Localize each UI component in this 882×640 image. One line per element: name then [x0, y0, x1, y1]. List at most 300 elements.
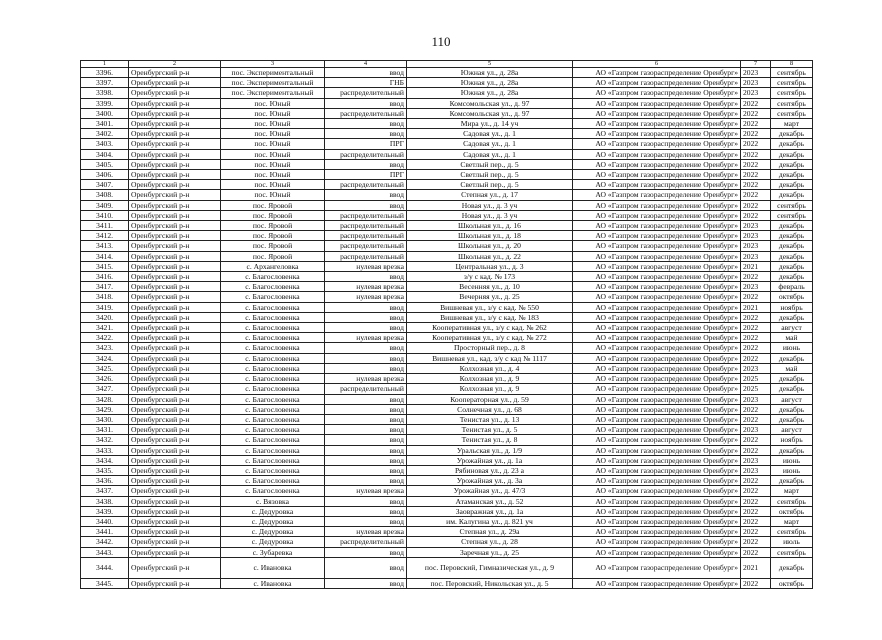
settlement-cell: пос. Экспериментальный — [221, 88, 325, 98]
pipeline-type-cell: ввод — [325, 496, 407, 506]
year-cell: 2022 — [741, 516, 771, 526]
table-row — [81, 527, 813, 537]
row-number: 3425. — [81, 363, 129, 373]
organization-cell: АО «Газпром газораспределение Оренбург» — [573, 578, 741, 588]
table-row — [81, 343, 813, 353]
month-cell: октябрь — [771, 506, 813, 516]
district-cell: Оренбургский р-н — [129, 527, 221, 537]
month-cell: декабрь — [771, 353, 813, 363]
row-number: 3414. — [81, 251, 129, 261]
settlement-cell: пос. Юный — [221, 170, 325, 180]
organization-cell: АО «Газпром газораспределение Оренбург» — [573, 159, 741, 169]
pipeline-type-cell: распределительный — [325, 108, 407, 118]
settlement-cell: с. Благословенка — [221, 302, 325, 312]
row-number: 3442. — [81, 537, 129, 547]
pipeline-type-cell: ввод — [325, 98, 407, 108]
settlement-cell: с. Вязовка — [221, 496, 325, 506]
year-cell: 2022 — [741, 547, 771, 557]
district-cell: Оренбургский р-н — [129, 465, 221, 475]
settlement-cell: пос. Яровой — [221, 210, 325, 220]
year-cell: 2023 — [741, 221, 771, 231]
year-cell: 2022 — [741, 210, 771, 220]
pipeline-type-cell: ГНБ — [325, 78, 407, 88]
row-number: 3401. — [81, 119, 129, 129]
settlement-cell: с. Зубаревка — [221, 547, 325, 557]
pipeline-type-cell: нулевая врезка — [325, 261, 407, 271]
registry-table — [80, 60, 813, 589]
district-cell: Оренбургский р-н — [129, 251, 221, 261]
settlement-cell: с. Дедуровка — [221, 506, 325, 516]
pipeline-type-cell: ввод — [325, 353, 407, 363]
district-cell: Оренбургский р-н — [129, 496, 221, 506]
address-cell: Заовражная ул., д. 1а — [407, 506, 573, 516]
district-cell: Оренбургский р-н — [129, 312, 221, 322]
organization-cell: АО «Газпром газораспределение Оренбург» — [573, 190, 741, 200]
page-number: 110 — [431, 34, 451, 49]
year-cell: 2023 — [741, 465, 771, 475]
organization-cell: АО «Газпром газораспределение Оренбург» — [573, 506, 741, 516]
address-cell: Центральная ул., д. 3 — [407, 261, 573, 271]
organization-cell: АО «Газпром газораспределение Оренбург» — [573, 333, 741, 343]
pipeline-type-cell: нулевая врезка — [325, 292, 407, 302]
year-cell: 2023 — [741, 251, 771, 261]
month-cell: декабрь — [771, 272, 813, 282]
address-cell: Колхозная ул., д. 9 — [407, 384, 573, 394]
pipeline-type-cell: ввод — [325, 465, 407, 475]
address-cell: Колхозная ул., д. 9 — [407, 374, 573, 384]
organization-cell: АО «Газпром газораспределение Оренбург» — [573, 414, 741, 424]
address-cell: Заречная ул., д. 25 — [407, 547, 573, 557]
pipeline-type-cell: ввод — [325, 547, 407, 557]
month-cell: сентябрь — [771, 496, 813, 506]
row-number: 3408. — [81, 190, 129, 200]
address-cell: Светлый пер., д. 5 — [407, 180, 573, 190]
row-number: 3439. — [81, 506, 129, 516]
row-number: 3419. — [81, 302, 129, 312]
pipeline-type-cell: ввод — [325, 312, 407, 322]
row-number: 3441. — [81, 527, 129, 537]
year-cell: 2023 — [741, 241, 771, 251]
address-cell: Южная ул., д. 28а — [407, 88, 573, 98]
row-number: 3438. — [81, 496, 129, 506]
organization-cell: АО «Газпром газораспределение Оренбург» — [573, 68, 741, 78]
district-cell: Оренбургский р-н — [129, 333, 221, 343]
row-number: 3429. — [81, 404, 129, 414]
table-row — [81, 241, 813, 251]
row-number: 3433. — [81, 445, 129, 455]
table-row — [81, 139, 813, 149]
settlement-cell: пос. Юный — [221, 149, 325, 159]
organization-cell: АО «Газпром газораспределение Оренбург» — [573, 78, 741, 88]
pipeline-type-cell: ввод — [325, 425, 407, 435]
settlement-cell: пос. Юный — [221, 129, 325, 139]
pipeline-type-cell: ввод — [325, 190, 407, 200]
pipeline-type-cell: ввод — [325, 455, 407, 465]
month-cell: июль — [771, 537, 813, 547]
settlement-cell: с. Благословенка — [221, 476, 325, 486]
table-row — [81, 363, 813, 373]
year-cell: 2022 — [741, 98, 771, 108]
district-cell: Оренбургский р-н — [129, 139, 221, 149]
settlement-cell: с. Дедуровка — [221, 516, 325, 526]
month-cell: декабрь — [771, 190, 813, 200]
year-cell: 2023 — [741, 88, 771, 98]
settlement-cell: пос. Яровой — [221, 241, 325, 251]
table-row — [81, 78, 813, 88]
organization-cell: АО «Газпром газораспределение Оренбург» — [573, 465, 741, 475]
row-number: 3412. — [81, 231, 129, 241]
year-cell: 2022 — [741, 414, 771, 424]
organization-cell: АО «Газпром газораспределение Оренбург» — [573, 119, 741, 129]
organization-cell: АО «Газпром газораспределение Оренбург» — [573, 231, 741, 241]
row-number: 3431. — [81, 425, 129, 435]
month-cell: сентябрь — [771, 200, 813, 210]
address-cell: Школьная ул., д. 16 — [407, 221, 573, 231]
settlement-cell: с. Дедуровка — [221, 527, 325, 537]
district-cell: Оренбургский р-н — [129, 282, 221, 292]
pipeline-type-cell: ввод — [325, 129, 407, 139]
address-cell: пос. Перовский, Никольская ул., д. 5 — [407, 578, 573, 588]
settlement-cell: с. Благословенка — [221, 333, 325, 343]
year-cell: 2022 — [741, 435, 771, 445]
year-cell: 2022 — [741, 149, 771, 159]
table-row — [81, 149, 813, 159]
pipeline-type-cell: ввод — [325, 435, 407, 445]
row-number: 3403. — [81, 139, 129, 149]
column-number: 6 — [573, 61, 741, 68]
address-cell: Степная ул., д. 29а — [407, 527, 573, 537]
district-cell: Оренбургский р-н — [129, 241, 221, 251]
pipeline-type-cell: нулевая врезка — [325, 527, 407, 537]
year-cell: 2023 — [741, 363, 771, 373]
settlement-cell: с. Благословенка — [221, 425, 325, 435]
table-row — [81, 68, 813, 78]
district-cell: Оренбургский р-н — [129, 231, 221, 241]
pipeline-type-cell: ввод — [325, 404, 407, 414]
row-number: 3398. — [81, 88, 129, 98]
row-number: 3424. — [81, 353, 129, 363]
settlement-cell: пос. Юный — [221, 180, 325, 190]
district-cell: Оренбургский р-н — [129, 486, 221, 496]
settlement-cell: с. Благословенка — [221, 414, 325, 424]
column-number: 3 — [221, 61, 325, 68]
table-row — [81, 486, 813, 496]
year-cell: 2022 — [741, 333, 771, 343]
row-number: 3409. — [81, 200, 129, 210]
year-cell: 2021 — [741, 302, 771, 312]
pipeline-type-cell: нулевая врезка — [325, 486, 407, 496]
pipeline-type-cell: ввод — [325, 414, 407, 424]
year-cell: 2022 — [741, 170, 771, 180]
settlement-cell: с. Ивановка — [221, 557, 325, 578]
year-cell: 2022 — [741, 537, 771, 547]
pipeline-type-cell: нулевая врезка — [325, 333, 407, 343]
organization-cell: АО «Газпром газораспределение Оренбург» — [573, 149, 741, 159]
month-cell: декабрь — [771, 241, 813, 251]
settlement-cell: с. Благословенка — [221, 404, 325, 414]
month-cell: декабрь — [771, 180, 813, 190]
address-cell: Урожайная ул., д. 47/3 — [407, 486, 573, 496]
table-row — [81, 425, 813, 435]
organization-cell: АО «Газпром газораспределение Оренбург» — [573, 363, 741, 373]
district-cell: Оренбургский р-н — [129, 129, 221, 139]
month-cell: декабрь — [771, 170, 813, 180]
table-row — [81, 272, 813, 282]
month-cell: сентябрь — [771, 78, 813, 88]
settlement-cell: с. Благословенка — [221, 384, 325, 394]
month-cell: декабрь — [771, 384, 813, 394]
table-row — [81, 323, 813, 333]
pipeline-type-cell: ПРГ — [325, 139, 407, 149]
pipeline-type-cell: ввод — [325, 323, 407, 333]
year-cell: 2022 — [741, 486, 771, 496]
organization-cell: АО «Газпром газораспределение Оренбург» — [573, 374, 741, 384]
address-cell: Колхозная ул., д. 4 — [407, 363, 573, 373]
organization-cell: АО «Газпром газораспределение Оренбург» — [573, 302, 741, 312]
row-number: 3406. — [81, 170, 129, 180]
table-row — [81, 312, 813, 322]
year-cell: 2022 — [741, 312, 771, 322]
year-cell: 2023 — [741, 78, 771, 88]
address-cell: Кооперативная ул., з/у с кад. № 262 — [407, 323, 573, 333]
settlement-cell: с. Благословенка — [221, 323, 325, 333]
row-number: 3444. — [81, 557, 129, 578]
table-row — [81, 384, 813, 394]
organization-cell: АО «Газпром газораспределение Оренбург» — [573, 455, 741, 465]
month-cell: декабрь — [771, 221, 813, 231]
year-cell: 2022 — [741, 159, 771, 169]
month-cell: июнь — [771, 455, 813, 465]
month-cell: декабрь — [771, 129, 813, 139]
table-row — [81, 159, 813, 169]
district-cell: Оренбургский р-н — [129, 180, 221, 190]
settlement-cell: пос. Яровой — [221, 221, 325, 231]
table-row — [81, 190, 813, 200]
year-cell: 2022 — [741, 578, 771, 588]
pipeline-type-cell: распределительный — [325, 180, 407, 190]
district-cell: Оренбургский р-н — [129, 78, 221, 88]
year-cell: 2022 — [741, 527, 771, 537]
organization-cell: АО «Газпром газораспределение Оренбург» — [573, 343, 741, 353]
year-cell: 2023 — [741, 68, 771, 78]
row-number: 3443. — [81, 547, 129, 557]
row-number: 3445. — [81, 578, 129, 588]
address-cell: Южная ул., д. 28а — [407, 68, 573, 78]
table-row — [81, 445, 813, 455]
month-cell: март — [771, 119, 813, 129]
row-number: 3418. — [81, 292, 129, 302]
pipeline-type-cell: распределительный — [325, 251, 407, 261]
organization-cell: АО «Газпром газораспределение Оренбург» — [573, 251, 741, 261]
address-cell: Новая ул., д. 3 уч — [407, 200, 573, 210]
organization-cell: АО «Газпром газораспределение Оренбург» — [573, 496, 741, 506]
year-cell: 2022 — [741, 292, 771, 302]
organization-cell: АО «Газпром газораспределение Оренбург» — [573, 200, 741, 210]
district-cell: Оренбургский р-н — [129, 200, 221, 210]
year-cell: 2022 — [741, 496, 771, 506]
settlement-cell: пос. Яровой — [221, 231, 325, 241]
organization-cell: АО «Газпром газораспределение Оренбург» — [573, 282, 741, 292]
pipeline-type-cell: распределительный — [325, 231, 407, 241]
address-cell: Вишневая ул., з/у с кад. № 183 — [407, 312, 573, 322]
row-number: 3416. — [81, 272, 129, 282]
pipeline-type-cell: ввод — [325, 445, 407, 455]
district-cell: Оренбургский р-н — [129, 292, 221, 302]
address-cell: Кооперативная ул., з/у с кад. № 272 — [407, 333, 573, 343]
district-cell: Оренбургский р-н — [129, 547, 221, 557]
organization-cell: АО «Газпром газораспределение Оренбург» — [573, 486, 741, 496]
pipeline-type-cell: распределительный — [325, 210, 407, 220]
settlement-cell: пос. Юный — [221, 190, 325, 200]
month-cell: май — [771, 333, 813, 343]
table-row — [81, 506, 813, 516]
table-row — [81, 231, 813, 241]
address-cell: Садовая ул., д. 1 — [407, 129, 573, 139]
address-cell: Просторный пер., д. 8 — [407, 343, 573, 353]
column-number: 7 — [741, 61, 771, 68]
year-cell: 2023 — [741, 425, 771, 435]
pipeline-type-cell: ввод — [325, 302, 407, 312]
organization-cell: АО «Газпром газораспределение Оренбург» — [573, 425, 741, 435]
pipeline-type-cell: ввод — [325, 159, 407, 169]
month-cell: сентябрь — [771, 88, 813, 98]
address-cell: Уральская ул., д. 1/9 — [407, 445, 573, 455]
year-cell: 2022 — [741, 272, 771, 282]
address-cell: Садовая ул., д. 1 — [407, 139, 573, 149]
address-cell: Светлый пер., д. 5 — [407, 159, 573, 169]
address-cell: Садовая ул., д. 1 — [407, 149, 573, 159]
district-cell: Оренбургский р-н — [129, 119, 221, 129]
table-row — [81, 302, 813, 312]
pipeline-type-cell: ввод — [325, 516, 407, 526]
address-cell: Кооператорная ул., д. 59 — [407, 394, 573, 404]
table-row — [81, 455, 813, 465]
month-cell: сентябрь — [771, 547, 813, 557]
row-number: 3432. — [81, 435, 129, 445]
district-cell: Оренбургский р-н — [129, 384, 221, 394]
table-row — [81, 282, 813, 292]
settlement-cell: пос. Юный — [221, 159, 325, 169]
month-cell: декабрь — [771, 374, 813, 384]
year-cell: 2023 — [741, 231, 771, 241]
organization-cell: АО «Газпром газораспределение Оренбург» — [573, 547, 741, 557]
month-cell: август — [771, 323, 813, 333]
pipeline-type-cell: распределительный — [325, 149, 407, 159]
organization-cell: АО «Газпром газораспределение Оренбург» — [573, 170, 741, 180]
district-cell: Оренбургский р-н — [129, 506, 221, 516]
address-cell: Солнечная ул., д. 68 — [407, 404, 573, 414]
month-cell: июнь — [771, 343, 813, 353]
district-cell: Оренбургский р-н — [129, 108, 221, 118]
month-cell: сентябрь — [771, 527, 813, 537]
address-cell: Степная ул., д. 17 — [407, 190, 573, 200]
row-number: 3423. — [81, 343, 129, 353]
district-cell: Оренбургский р-н — [129, 221, 221, 231]
pipeline-type-cell: ввод — [325, 394, 407, 404]
row-number: 3397. — [81, 78, 129, 88]
table-row — [81, 170, 813, 180]
month-cell: сентябрь — [771, 68, 813, 78]
year-cell: 2022 — [741, 119, 771, 129]
settlement-cell: с. Благословенка — [221, 353, 325, 363]
pipeline-type-cell: ввод — [325, 119, 407, 129]
year-cell: 2023 — [741, 282, 771, 292]
district-cell: Оренбургский р-н — [129, 343, 221, 353]
row-number: 3413. — [81, 241, 129, 251]
table-row — [81, 251, 813, 261]
pipeline-type-cell: распределительный — [325, 241, 407, 251]
district-cell: Оренбургский р-н — [129, 159, 221, 169]
settlement-cell: пос. Экспериментальный — [221, 78, 325, 88]
row-number: 3417. — [81, 282, 129, 292]
district-cell: Оренбургский р-н — [129, 353, 221, 363]
address-cell: Школьная ул., д. 20 — [407, 241, 573, 251]
row-number: 3437. — [81, 486, 129, 496]
table-row — [81, 261, 813, 271]
district-cell: Оренбургский р-н — [129, 374, 221, 384]
district-cell: Оренбургский р-н — [129, 88, 221, 98]
settlement-cell: с. Благословенка — [221, 455, 325, 465]
year-cell: 2022 — [741, 343, 771, 353]
organization-cell: АО «Газпром газораспределение Оренбург» — [573, 445, 741, 455]
settlement-cell: с. Благословенка — [221, 292, 325, 302]
month-cell: ноябрь — [771, 435, 813, 445]
year-cell: 2022 — [741, 190, 771, 200]
table-row — [81, 516, 813, 526]
district-cell: Оренбургский р-н — [129, 404, 221, 414]
district-cell: Оренбургский р-н — [129, 476, 221, 486]
year-cell: 2022 — [741, 445, 771, 455]
district-cell: Оренбургский р-н — [129, 323, 221, 333]
year-cell: 2022 — [741, 506, 771, 516]
month-cell: сентябрь — [771, 98, 813, 108]
year-cell: 2022 — [741, 139, 771, 149]
address-cell: Новая ул., д. 3 уч — [407, 210, 573, 220]
table-row — [81, 210, 813, 220]
organization-cell: АО «Газпром газораспределение Оренбург» — [573, 292, 741, 302]
month-cell: декабрь — [771, 231, 813, 241]
organization-cell: АО «Газпром газораспределение Оренбург» — [573, 261, 741, 271]
pipeline-type-cell: ввод — [325, 476, 407, 486]
month-cell: май — [771, 363, 813, 373]
month-cell: октябрь — [771, 578, 813, 588]
organization-cell: АО «Газпром газораспределение Оренбург» — [573, 139, 741, 149]
pipeline-type-cell: ПРГ — [325, 170, 407, 180]
month-cell: декабрь — [771, 445, 813, 455]
table-row — [81, 537, 813, 547]
district-cell: Оренбургский р-н — [129, 414, 221, 424]
year-cell: 2022 — [741, 129, 771, 139]
row-number: 3400. — [81, 108, 129, 118]
organization-cell: АО «Газпром газораспределение Оренбург» — [573, 537, 741, 547]
table-body — [81, 61, 813, 589]
pipeline-type-cell: ввод — [325, 200, 407, 210]
table-row — [81, 119, 813, 129]
organization-cell: АО «Газпром газораспределение Оренбург» — [573, 404, 741, 414]
month-cell: март — [771, 486, 813, 496]
table-row — [81, 547, 813, 557]
row-number: 3422. — [81, 333, 129, 343]
row-number: 3396. — [81, 68, 129, 78]
organization-cell: АО «Газпром газораспределение Оренбург» — [573, 108, 741, 118]
pipeline-type-cell: нулевая врезка — [325, 282, 407, 292]
organization-cell: АО «Газпром газораспределение Оренбург» — [573, 129, 741, 139]
month-cell: декабрь — [771, 414, 813, 424]
row-number: 3405. — [81, 159, 129, 169]
row-number: 3435. — [81, 465, 129, 475]
address-cell: Мира ул., д. 14 уч — [407, 119, 573, 129]
row-number: 3410. — [81, 210, 129, 220]
